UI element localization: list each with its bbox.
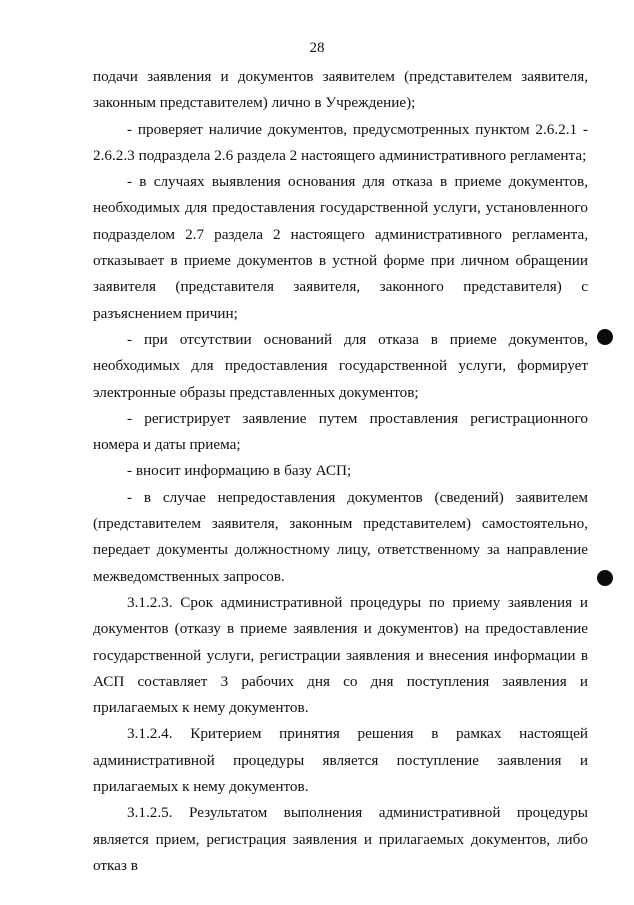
paragraph-3-1-2-5: 3.1.2.5. Результатом выполнения административной процедуры является прием, регистрация заявления и прилагаемых документов, либо отказ в <box>93 804 588 874</box>
punch-hole-mark <box>597 329 613 345</box>
paragraph-asp-entry: - вносит информацию в базу АСП; <box>127 462 352 480</box>
page-number: 28 <box>309 40 325 56</box>
paragraph-continuation: подачи заявления и документов заявителем (представителем заявителя, законным представителем) лично в Учреждение); <box>93 68 588 112</box>
paragraph-registration: - регистрирует заявление путем проставления регистрационного номера и даты приема; <box>93 409 588 454</box>
paragraph-interagency-requests: - в случае непредоставления документов (сведений) заявителем (представителем заявителя, законным представителем) самостоятельно, передает документы должностному лицу, ответственному за направление межведомственных запросов. <box>93 488 588 585</box>
paragraph-3-1-2-3: 3.1.2.3. Срок административной процедуры по приему заявления и документов (отказу в приеме заявления и документов) на предоставление государственной услуги, регистрации заявления и внесения информации в АСП составляет 3 рабочих дня со дня поступления заявления и прилагаемых к нему документов. <box>93 593 588 717</box>
document-body <box>93 64 588 879</box>
paragraph-3-1-2-4: 3.1.2.4. Критерием принятия решения в рамках настоящей административной процедуры является поступление заявления и прилагаемых к нему документов. <box>93 725 588 796</box>
paragraph-refusal-grounds: - в случаях выявления основания для отказа в приеме документов, необходимых для предоставления государственной услуги, установленного подразделом 2.7 раздела 2 настоящего административного регламента, отказывает в приеме документов в устной форме при личном обращении заявителя (представителя заявителя, законного представителя) с разъяснением причин; <box>93 173 588 322</box>
paragraph-electronic-images: - при отсутствии оснований для отказа в приеме документов, необходимых для предоставления государственной услуги, формирует электронные образы представленных документов; <box>93 330 588 401</box>
punch-hole-mark <box>597 570 613 586</box>
paragraph-check-documents: - проверяет наличие документов, предусмотренных пунктом 2.6.2.1 - 2.6.2.3 подраздела 2.6 раздела 2 настоящего административного регламента; <box>93 120 588 164</box>
